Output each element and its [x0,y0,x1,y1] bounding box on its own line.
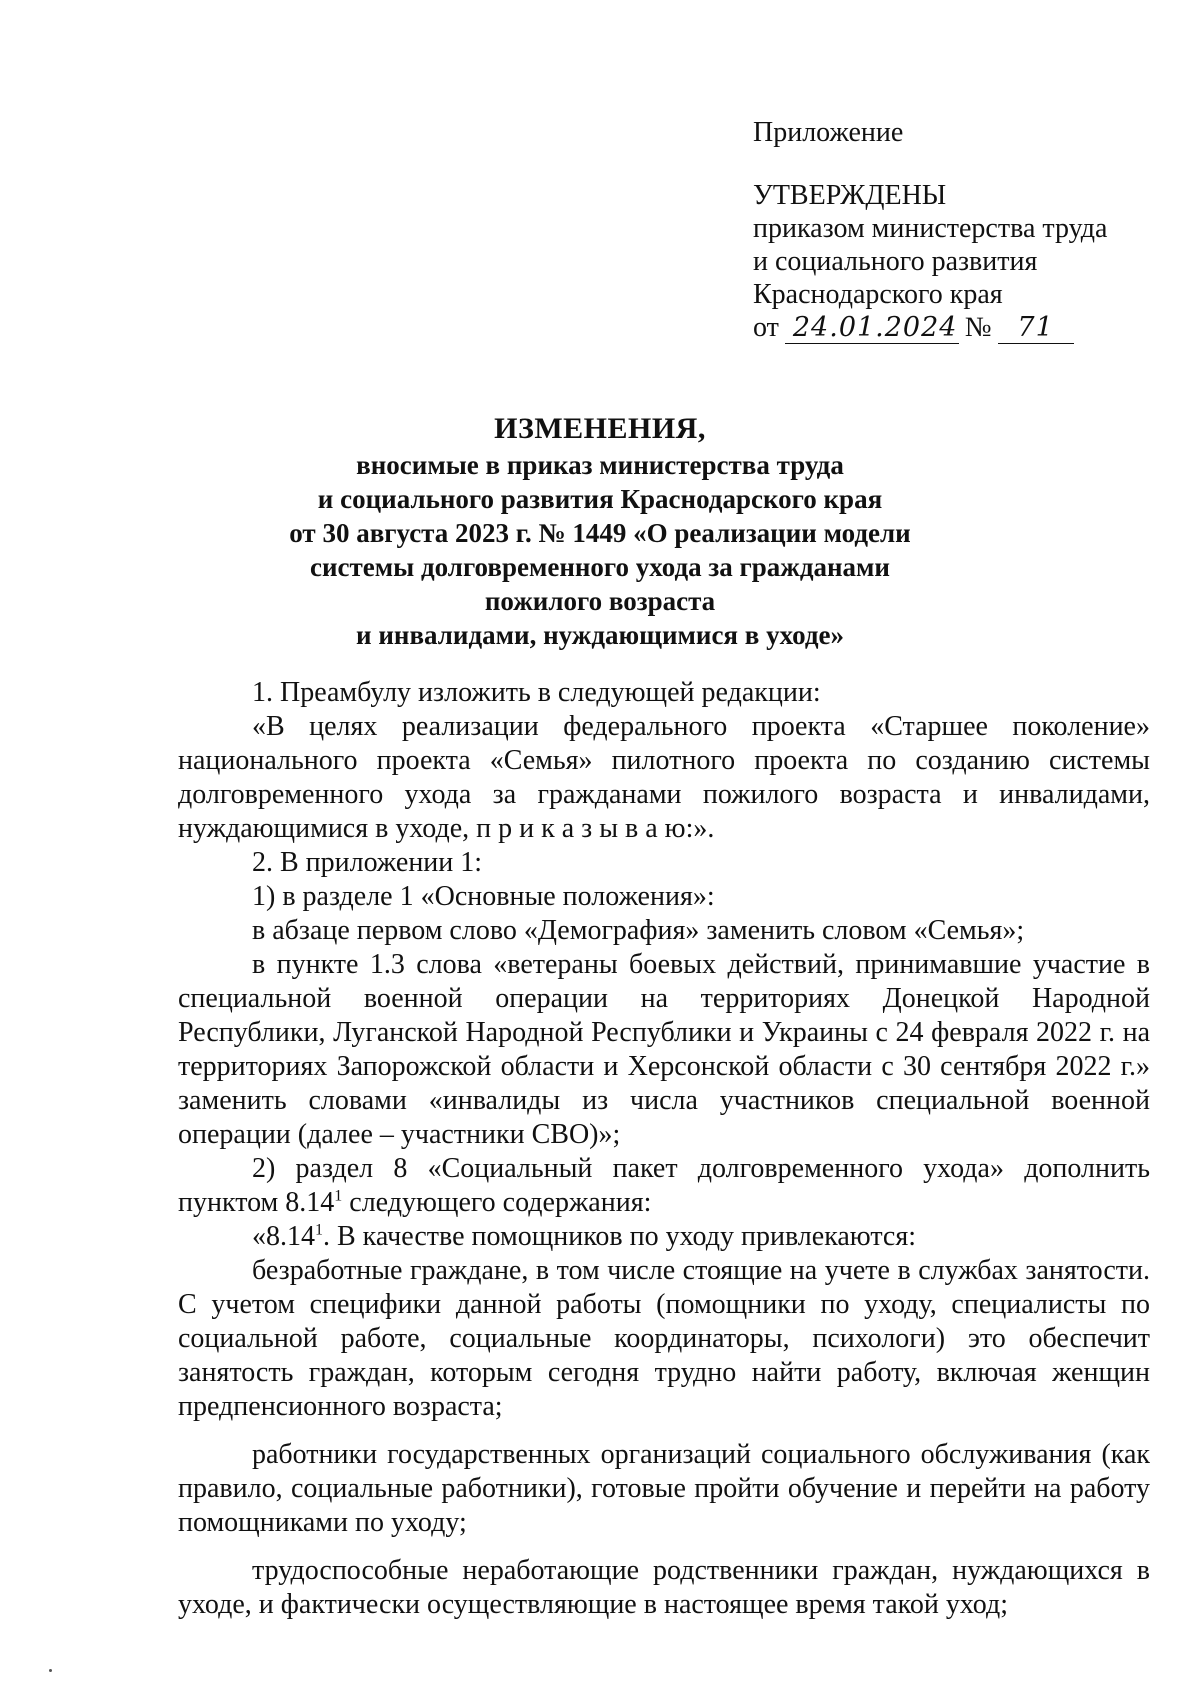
order-date-number-line [753,311,1153,344]
paragraph [178,1152,1150,1220]
title-line: вносимые в приказ министерства труда [356,450,844,480]
handwritten-date: 24.01.2024 [785,313,959,344]
paragraph: работники государственных организаций социального обслуживания (как правило, социальные работники), готовые пройти обучение и перейти на работу помощниками по уходу; [178,1439,1150,1538]
title-line: пожилого возраста [484,586,716,616]
paragraph-text: . В качестве помощников по уходу привлекаются: [323,1221,917,1252]
title-line: и инвалидами, нуждающимися в уходе» [356,620,844,650]
paragraph-text: «8.14 [252,1221,315,1252]
from-label: от [753,312,779,343]
title-line: системы долговременного ухода за гражданами [310,552,890,582]
approval-block [753,116,1153,344]
paragraph: 1. Преамбулу изложить в следующей редакции: [252,677,821,708]
paragraph: в пункте 1.3 слова «ветераны боевых действий, принимавшие участие в специальной военной операции на территориях Донецкой Народной Республики, Луганской Народной Республики и Украины с 24 февраля 2022 г. на территориях Запорожской области и Херсонской области с 30 сентября 2022 г.» заменить словами «инвалиды из числа участников специальной военной операции (далее – участники СВО)»; [178,949,1150,1150]
paragraph: безработные граждане, в том числе стоящие на учете в службах занятости. С учетом специфики данной работы (помощники по уходу, специалисты по социальной работе, социальные координаторы, психологи) это обеспечит занятость граждан, которым сегодня трудно найти работу, включая женщин предпенсионного возраста; [178,1255,1150,1422]
paragraph: 2. В приложении 1: [252,847,483,878]
paragraph-text: следующего содержания: [342,1187,652,1218]
title-heading: ИЗМЕНЕНИЯ, [494,412,706,445]
approval-line-2: и социального развития [753,246,1038,277]
number-label: № [964,312,992,343]
scan-speck [49,1669,52,1672]
superscript: 1 [334,1187,343,1205]
title-line: и социального развития Краснодарского края [317,484,883,514]
superscript: 1 [315,1221,323,1239]
title-line: от 30 августа 2023 г. № 1449 «О реализации модели [289,518,911,548]
paragraph [178,1220,1150,1254]
document-body [178,676,1150,1622]
paragraph: «В целях реализации федерального проекта «Старшее поколение» национального проекта «Семья» пилотного проекта по созданию системы долговременного ухода за гражданами пожилого возраста и инвалидами, нуждающимися в уходе, п р и к а з ы в а ю:». [178,711,1150,844]
paragraph: в абзаце первом слово «Демография» заменить словом «Семья»; [252,915,1025,946]
paragraph-text: 2) раздел 8 «Социальный пакет долговременного ухода» дополнить пунктом 8.14 [178,1153,1150,1218]
approval-gap [753,149,1153,179]
paragraph: 1) в разделе 1 «Основные положения»: [252,881,715,912]
document-title [170,410,1030,652]
handwritten-number: 71 [998,313,1074,344]
appendix-label: Приложение [753,117,904,148]
paragraph: трудоспособные неработающие родственники граждан, нуждающихся в уходе, и фактически осуществляющие в настоящее время такой уход; [178,1555,1150,1620]
approval-line-1: приказом министерства труда [753,213,1108,244]
approval-line-3: Краснодарского края [753,279,1003,310]
approved-label: УТВЕРЖДЕНЫ [753,180,947,211]
